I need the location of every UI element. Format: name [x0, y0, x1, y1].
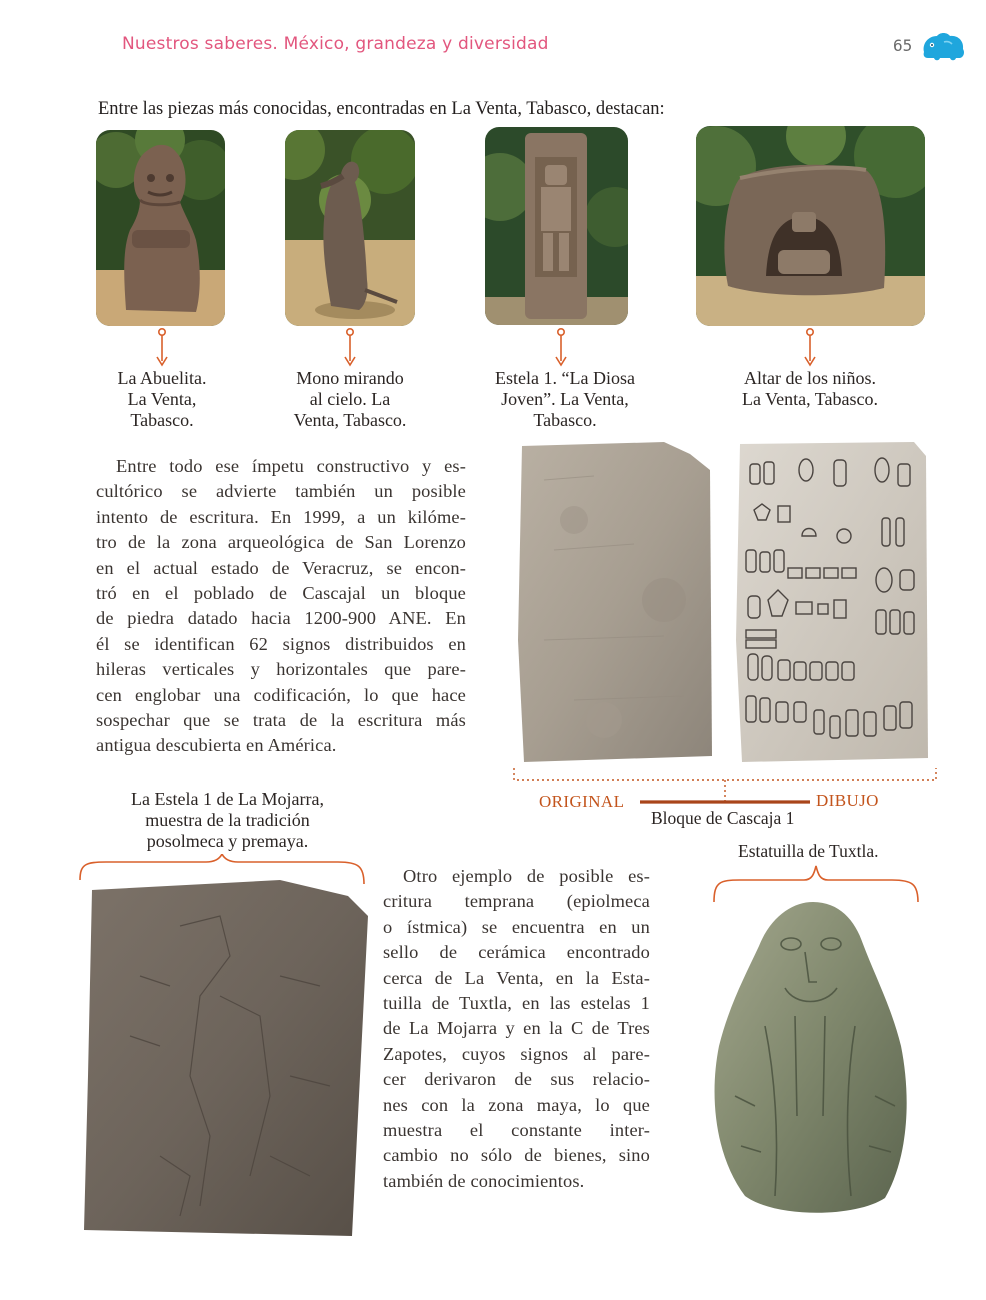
caption-estatuilla-tuxtla: Estatuilla de Tuxtla.: [738, 841, 879, 861]
drawing-label: DIBUJO: [816, 791, 879, 810]
caption-connector: [803, 327, 817, 367]
caption-connector: [343, 327, 357, 367]
estela-mojarra-photo: [80, 876, 370, 1238]
estatuilla-tuxtla-photo: [705, 896, 917, 1218]
running-header: Nuestros saberes. México, grandeza y diversidad: [122, 34, 549, 54]
altar-de-los-ninos-photo: [696, 126, 925, 326]
original-label: ORIGINAL: [539, 792, 625, 811]
paragraph-escritura-temprana: Otro ejemplo de posible es- critura temprana (epiolmeca o ístmica) se encuentra en un sello de cerámica encontrado cerca de La Venta, en la Esta- tuilla de Tuxtla, en las estelas 1 de La Mojarra y en la C de Tres Zapotes, cuyos signos al pare- cer derivaron de sus relacio- nes con la zona maya, lo que muestra el constante inter- cambio no sólo de bienes, sino también de conocimientos.: [383, 866, 650, 1191]
blue-creature-icon: [920, 30, 966, 64]
intro-sentence: Entre las piezas más conocidas, encontradas en La Venta, Tabasco, destacan:: [98, 99, 665, 119]
caption-estela-mojarra: La Estela 1 de La Mojarra, muestra de la tradición posolmeca y premaya.: [131, 789, 324, 851]
page-number: 65: [893, 36, 913, 55]
estela-la-diosa-joven-photo: [485, 127, 628, 325]
cascajal-block-drawing: [734, 440, 930, 765]
la-abuelita-photo: [96, 130, 225, 326]
caption-mono-mirando: Mono mirando al cielo. La Venta, Tabasco.: [293, 368, 407, 430]
cascajal-block-original: [514, 440, 714, 765]
caption-estela-diosa-joven: Estela 1. “La Diosa Joven”. La Venta, Tabasco.: [495, 368, 635, 430]
mono-mirando-al-cielo-photo: [285, 130, 415, 326]
caption-la-abuelita: La Abuelita. La Venta, Tabasco.: [117, 368, 207, 430]
caption-altar-ninos: Altar de los niños. La Venta, Tabasco.: [741, 368, 879, 409]
caption-connector: [155, 327, 169, 367]
cascajal-caption: Bloque de Cascaja 1: [651, 808, 795, 828]
paragraph-escritura: Entre todo ese ímpetu constructivo y es- cultórico se advierte también un posible intento de escritura. En 1999, a un kilóme- tro de la zona arqueológica de San Lorenzo en el actual estado de Veracruz, se encon- tró en el poblado de Cascajal un bloque de piedra datado hacia 1200-900 ANE. En él se identifican 62 signos distribuidos en hileras verticales y horizontales que pare- cen englobar una codificación, lo que hace sospechar que se trata de la escritura más antigua descubierta en América.: [96, 456, 466, 756]
caption-connector: [554, 327, 568, 367]
